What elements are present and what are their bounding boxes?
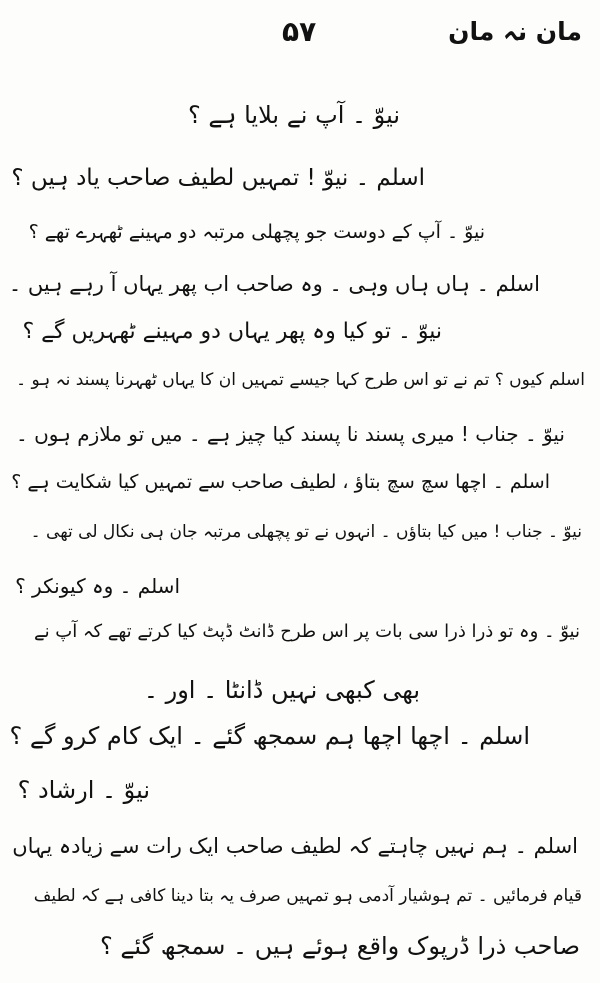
dialogue-line-11: نیوّ ۔ وہ تو ذرا ذرا سی بات پر اس طرح ڈانٹ ڈپٹ کیا کرتے تھے کہ آپ نے (34, 621, 580, 642)
dialogue-line-8: اسلم ۔ اچھا سچ سچ بتاؤ ، لطیف صاحب سے تمہیں کیا شکایت ہے ؟ (11, 471, 550, 493)
running-title: مان نہ مان (448, 17, 582, 46)
dialogue-line-15: اسلم ۔ ہم نہیں چاہتے کہ لطیف صاحب ایک رات سے زیادہ یہاں (12, 834, 578, 858)
dialogue-line-1: نیوّ ۔ آپ نے بلایا ہے ؟ (187, 101, 400, 129)
dialogue-line-10: اسلم ۔ وہ کیونکر ؟ (15, 574, 180, 598)
dialogue-line-3: نیوّ ۔ آپ کے دوست جو پچھلی مرتبہ دو مہینے ٹھہرے تھے ؟ (28, 221, 485, 243)
dialogue-line-14: نیوّ ۔ ارشاد ؟ (17, 776, 150, 804)
page-header (0, 14, 600, 50)
dialogue-line-6: اسلم کیوں ؟ تم نے تو اس طرح کہا جیسے تمہیں ان کا یہاں ٹھہرنا پسند نہ ہو ۔ (16, 370, 585, 390)
dialogue-line-17: صاحب ذرا ڈرپوک واقع ہوئے ہیں ۔ سمجھ گئے ؟ (100, 932, 580, 960)
dialogue-line-9: نیوّ ۔ جناب ! میں کیا بتاؤں ۔ انہوں نے تو پچھلی مرتبہ جان ہی نکال لی تھی ۔ (30, 522, 582, 542)
page-number: ۵۷ (282, 15, 317, 48)
dialogue-line-2: اسلم ۔ نیوّ ! تمہیں لطیف صاحب یاد ہیں ؟ (11, 165, 425, 191)
dialogue-line-13: اسلم ۔ اچھا اچھا ہم سمجھ گئے ۔ ایک کام کرو گے ؟ (9, 722, 530, 750)
dialogue-line-7: نیوّ ۔ جناب ! میری پسند نا پسند کیا چیز ہے ۔ میں تو ملازم ہوں ۔ (16, 422, 565, 446)
dialogue-line-12: بھی کبھی نہیں ڈانٹا ۔ اور ۔ (143, 676, 420, 704)
dialogue-line-16: قیام فرمائیں ۔ تم ہوشیار آدمی ہو تمہیں صرف یہ بتا دینا کافی ہے کہ لطیف (33, 886, 582, 906)
dialogue-line-4: اسلم ۔ ہاں ہاں وہی ۔ وہ صاحب اب پھر یہاں آ رہے ہیں ۔ (8, 272, 540, 296)
dialogue-line-5: نیوّ ۔ تو کیا وہ پھر یہاں دو مہینے ٹھہریں گے ؟ (22, 319, 442, 344)
